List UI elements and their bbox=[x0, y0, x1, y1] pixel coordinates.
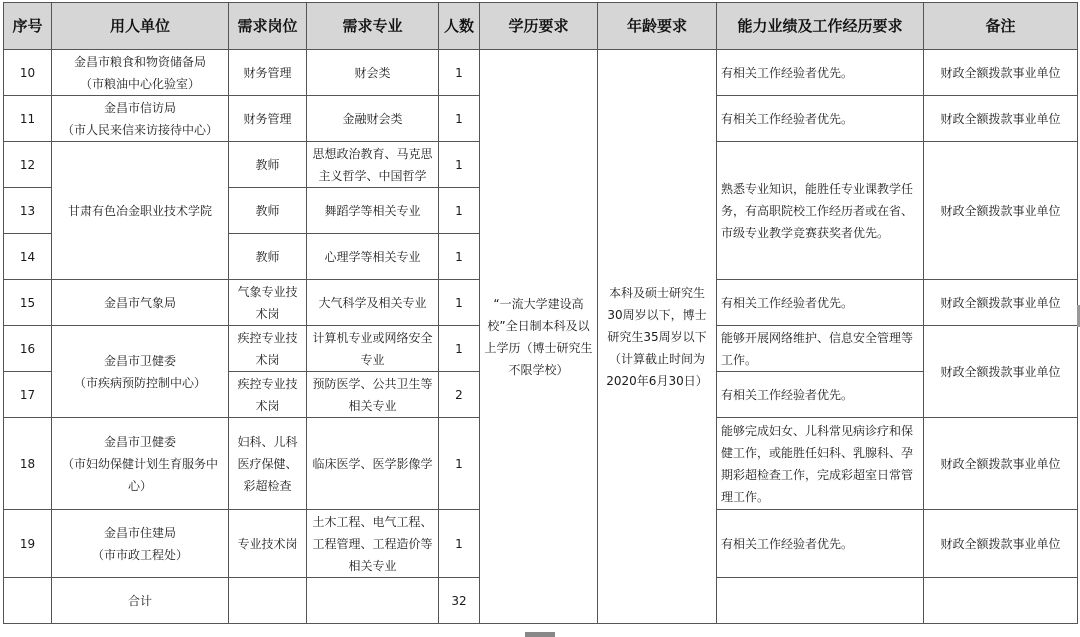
cell-note: 财政全额拨款事业单位 bbox=[924, 142, 1078, 280]
header-no: 序号 bbox=[4, 3, 52, 50]
header-age: 年龄要求 bbox=[598, 3, 717, 50]
cell-note: 财政全额拨款事业单位 bbox=[924, 326, 1078, 418]
cell-note: 财政全额拨款事业单位 bbox=[924, 510, 1078, 578]
cell-post: 财务管理 bbox=[229, 96, 307, 142]
cell-count: 1 bbox=[439, 326, 480, 372]
header-education: 学历要求 bbox=[480, 3, 598, 50]
cell-unit: 金昌市住建局 （市市政工程处） bbox=[52, 510, 229, 578]
header-major: 需求专业 bbox=[307, 3, 439, 50]
cell-major: 土木工程、电气工程、工程管理、工程造价等相关专业 bbox=[307, 510, 439, 578]
cell-note: 财政全额拨款事业单位 bbox=[924, 418, 1078, 510]
cell-no: 12 bbox=[4, 142, 52, 188]
cell-count: 1 bbox=[439, 234, 480, 280]
cell-count: 1 bbox=[439, 188, 480, 234]
header-unit: 用人单位 bbox=[52, 3, 229, 50]
cell-major bbox=[307, 578, 439, 624]
cell-major: 财会类 bbox=[307, 50, 439, 96]
cell-no: 18 bbox=[4, 418, 52, 510]
cell-count: 1 bbox=[439, 96, 480, 142]
cell-count: 1 bbox=[439, 280, 480, 326]
table-row bbox=[4, 50, 1078, 96]
cell-no bbox=[4, 578, 52, 624]
cell-ability: 有相关工作经验者优先。 bbox=[717, 50, 924, 96]
cell-education: “一流大学建设高校”全日制本科及以上学历（博士研究生不限学校） bbox=[480, 50, 598, 624]
cell-age: 本科及硕士研究生30周岁以下，博士研究生35周岁以下（计算截止时间为2020年6月30日） bbox=[598, 50, 717, 624]
cell-count: 1 bbox=[439, 510, 480, 578]
cell-ability bbox=[717, 578, 924, 624]
cell-no: 17 bbox=[4, 372, 52, 418]
cell-major: 金融财会类 bbox=[307, 96, 439, 142]
cell-ability: 有相关工作经验者优先。 bbox=[717, 280, 924, 326]
cell-no: 10 bbox=[4, 50, 52, 96]
scroll-indicator[interactable] bbox=[525, 632, 555, 637]
cell-unit: 甘肃有色冶金职业技术学院 bbox=[52, 142, 229, 280]
cell-major: 思想政治教育、马克思主义哲学、中国哲学 bbox=[307, 142, 439, 188]
cell-post: 专业技术岗 bbox=[229, 510, 307, 578]
cell-post: 疾控专业技术岗 bbox=[229, 326, 307, 372]
cell-no: 14 bbox=[4, 234, 52, 280]
cell-post: 教师 bbox=[229, 234, 307, 280]
cell-count: 1 bbox=[439, 142, 480, 188]
cell-major: 舞蹈学等相关专业 bbox=[307, 188, 439, 234]
cell-ability: 熟悉专业知识，能胜任专业课教学任务，有高职院校工作经历者或在省、市级专业教学竞赛获奖者优先。 bbox=[717, 142, 924, 280]
total-label: 合计 bbox=[52, 578, 229, 624]
cell-note: 财政全额拨款事业单位 bbox=[924, 280, 1078, 326]
recruitment-table bbox=[3, 2, 1078, 624]
cell-post: 妇科、儿科医疗保健、彩超检查 bbox=[229, 418, 307, 510]
cell-unit: 金昌市粮食和物资储备局 （市粮油中心化验室） bbox=[52, 50, 229, 96]
cell-post bbox=[229, 578, 307, 624]
cell-post: 教师 bbox=[229, 142, 307, 188]
cell-unit: 金昌市卫健委 （市妇幼保健计划生育服务中心） bbox=[52, 418, 229, 510]
total-count: 32 bbox=[439, 578, 480, 624]
cell-note: 财政全额拨款事业单位 bbox=[924, 96, 1078, 142]
cell-major: 大气科学及相关专业 bbox=[307, 280, 439, 326]
cell-note: 财政全额拨款事业单位 bbox=[924, 50, 1078, 96]
header-count: 人数 bbox=[439, 3, 480, 50]
cell-major: 计算机专业或网络安全专业 bbox=[307, 326, 439, 372]
cell-count: 1 bbox=[439, 418, 480, 510]
header-post: 需求岗位 bbox=[229, 3, 307, 50]
cell-unit: 金昌市气象局 bbox=[52, 280, 229, 326]
cell-major: 临床医学、医学影像学 bbox=[307, 418, 439, 510]
cell-post: 疾控专业技术岗 bbox=[229, 372, 307, 418]
header-note: 备注 bbox=[924, 3, 1078, 50]
cell-unit: 金昌市卫健委 （市疾病预防控制中心） bbox=[52, 326, 229, 418]
cell-no: 15 bbox=[4, 280, 52, 326]
cell-no: 13 bbox=[4, 188, 52, 234]
cell-ability: 有相关工作经验者优先。 bbox=[717, 372, 924, 418]
header-row bbox=[4, 3, 1078, 50]
cell-no: 19 bbox=[4, 510, 52, 578]
cell-major: 预防医学、公共卫生等相关专业 bbox=[307, 372, 439, 418]
cell-count: 1 bbox=[439, 50, 480, 96]
cell-post: 财务管理 bbox=[229, 50, 307, 96]
cell-no: 16 bbox=[4, 326, 52, 372]
cell-unit: 金昌市信访局 （市人民来信来访接待中心） bbox=[52, 96, 229, 142]
cell-major: 心理学等相关专业 bbox=[307, 234, 439, 280]
cell-post: 气象专业技术岗 bbox=[229, 280, 307, 326]
cell-post: 教师 bbox=[229, 188, 307, 234]
cell-count: 2 bbox=[439, 372, 480, 418]
cell-ability: 能够完成妇女、儿科常见病诊疗和保健工作，或能胜任妇科、乳腺科、孕期彩超检查工作，完成彩超室日常管理工作。 bbox=[717, 418, 924, 510]
cell-note bbox=[924, 578, 1078, 624]
cell-no: 11 bbox=[4, 96, 52, 142]
cell-ability: 有相关工作经验者优先。 bbox=[717, 510, 924, 578]
header-ability: 能力业绩及工作经历要求 bbox=[717, 3, 924, 50]
cell-ability: 有相关工作经验者优先。 bbox=[717, 96, 924, 142]
cell-ability: 能够开展网络维护、信息安全管理等工作。 bbox=[717, 326, 924, 372]
